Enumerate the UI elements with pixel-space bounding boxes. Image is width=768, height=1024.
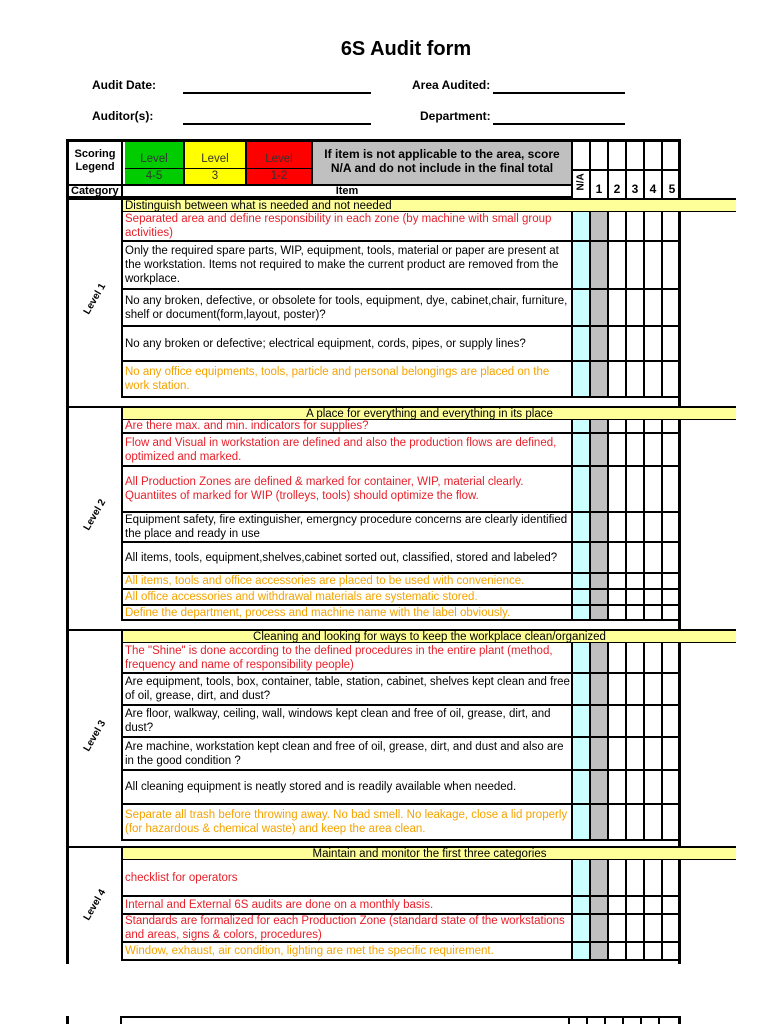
score-3-cell[interactable] xyxy=(625,467,643,511)
score-2-cell[interactable] xyxy=(607,674,625,704)
area-audited-field[interactable] xyxy=(493,92,625,94)
score-5-cell[interactable] xyxy=(661,327,681,360)
score-1-cell[interactable] xyxy=(589,434,607,465)
score-4-cell[interactable] xyxy=(643,706,661,736)
score-2-cell[interactable] xyxy=(607,897,625,913)
score-1-cell[interactable] xyxy=(589,805,607,839)
score-cells-row[interactable] xyxy=(571,606,681,621)
audit-item: All office accessories and withdrawal materials are systematic stored. xyxy=(123,590,571,606)
score-1-cell[interactable] xyxy=(589,674,607,704)
score-1-cell[interactable] xyxy=(589,513,607,541)
score-3-cell[interactable] xyxy=(625,434,643,465)
na-cell[interactable] xyxy=(571,674,589,704)
category-cell-level-4 xyxy=(69,846,123,961)
audit-item: Internal and External 6S audits are done on a monthly basis. xyxy=(123,897,571,915)
score-3-cell[interactable] xyxy=(625,943,643,959)
score-4-cell[interactable] xyxy=(643,915,661,941)
department-label: Department: xyxy=(420,109,491,123)
na-cell[interactable] xyxy=(571,212,589,240)
score-1-cell[interactable] xyxy=(589,467,607,511)
audit-table xyxy=(66,139,681,964)
score-2-cell[interactable] xyxy=(607,643,625,672)
score-1-cell[interactable] xyxy=(589,362,607,396)
section-heading: Distinguish between what is needed and not needed xyxy=(123,198,736,212)
score-3-cell[interactable] xyxy=(625,212,643,240)
score-4-cell[interactable] xyxy=(643,327,661,360)
score-3-cell[interactable] xyxy=(625,513,643,541)
score-cells-row[interactable] xyxy=(571,467,681,513)
score-5-cell[interactable] xyxy=(661,242,681,288)
score-5-cell[interactable] xyxy=(661,290,681,325)
score-5-cell[interactable] xyxy=(661,643,681,672)
score-5-cell[interactable] xyxy=(661,943,681,959)
score-cells-row[interactable] xyxy=(571,242,681,290)
score-1-cell[interactable] xyxy=(589,706,607,736)
score-4-cell[interactable] xyxy=(643,543,661,572)
score-1-cell[interactable] xyxy=(589,574,607,588)
score-3-cell[interactable] xyxy=(625,805,643,839)
audit-item: Flow and Visual in workstation are defined and also the production flows are defined, optimized and marked. xyxy=(123,434,571,467)
score-2-cell[interactable] xyxy=(607,362,625,396)
score-cells-row[interactable] xyxy=(571,860,681,897)
audit-item: Window, exhaust, air condition, lighting are met the specific requirement. xyxy=(123,943,571,961)
audit-item: No any broken or defective; electrical equipment, cords, pipes, or supply lines? xyxy=(123,327,571,362)
score-2-cell[interactable] xyxy=(607,606,625,619)
score-cells-row[interactable] xyxy=(571,543,681,574)
score-2-cell[interactable] xyxy=(607,915,625,941)
score-1-cell[interactable] xyxy=(589,290,607,325)
department-field[interactable] xyxy=(493,123,625,125)
score-cells-row[interactable] xyxy=(571,574,681,590)
score-5-cell[interactable] xyxy=(661,420,681,432)
score-1-cell[interactable] xyxy=(589,897,607,913)
score-5-cell[interactable] xyxy=(661,915,681,941)
na-cell[interactable] xyxy=(571,327,589,360)
score-4-cell[interactable] xyxy=(643,860,661,895)
score-4-cell[interactable] xyxy=(643,771,661,803)
score-cells-row[interactable] xyxy=(571,643,681,674)
score-cells-row[interactable] xyxy=(571,771,681,805)
score-cells-row[interactable] xyxy=(571,434,681,467)
legend-level-3: Level 3 xyxy=(185,142,247,184)
score-1-cell[interactable] xyxy=(589,738,607,769)
score-cells-row[interactable] xyxy=(571,590,681,606)
na-cell[interactable] xyxy=(571,771,589,803)
score-5-cell[interactable] xyxy=(661,362,681,396)
score-3-cell[interactable] xyxy=(625,771,643,803)
level-label: Level 1 xyxy=(81,281,109,317)
na-cell[interactable] xyxy=(571,242,589,288)
level-label: Level 2 xyxy=(81,497,109,532)
audit-item: All Production Zones are defined & marked for container, WIP, material clearly. Quantiites of marked for WIP (trolleys, tools) should optimize the flow. xyxy=(123,467,571,513)
score-5-cell[interactable] xyxy=(661,706,681,736)
audit-item: Separate all trash before throwing away. No bad smell. No leakage, close a lid properly (for hazardous & chemical waste) and keep the area clean. xyxy=(123,805,571,841)
score-2-cell[interactable] xyxy=(607,543,625,572)
score-5-cell[interactable] xyxy=(661,860,681,895)
score-2-cell[interactable] xyxy=(607,590,625,604)
score-3-cell[interactable] xyxy=(625,738,643,769)
score-cells-row[interactable] xyxy=(571,943,681,961)
score-4-cell[interactable] xyxy=(643,362,661,396)
score-cells-row[interactable] xyxy=(571,362,681,398)
score-4-cell[interactable] xyxy=(643,897,661,913)
audit-item: Are floor, walkway, ceiling, wall, windows kept clean and free of oil, grease, dirt, and dust? xyxy=(123,706,571,738)
audit-item: All cleaning equipment is neatly stored and is readily available when needed. xyxy=(123,771,571,805)
score-5-cell[interactable] xyxy=(661,590,681,604)
na-cell[interactable] xyxy=(571,805,589,839)
legend-level-1-2: Level 1-2 xyxy=(247,142,313,184)
score-4-cell[interactable] xyxy=(643,574,661,588)
score-5-cell[interactable] xyxy=(661,467,681,511)
score-1-header: 1 xyxy=(589,142,607,198)
score-3-cell[interactable] xyxy=(625,362,643,396)
audit-item: Separated area and define responsibility in each zone (by machine with small group activities) xyxy=(123,212,571,242)
score-1-cell[interactable] xyxy=(589,242,607,288)
section-heading: Cleaning and looking for ways to keep the workplace clean/organized xyxy=(123,629,736,643)
score-3-cell[interactable] xyxy=(625,606,643,619)
score-cells-row[interactable] xyxy=(571,212,681,242)
audit-item: The "Shine" is done according to the defined procedures in the entire plant (method, frequency and name of responsibility people) xyxy=(123,643,571,674)
item-header: Item xyxy=(123,184,571,198)
score-1-cell[interactable] xyxy=(589,212,607,240)
score-3-cell[interactable] xyxy=(625,242,643,288)
score-cells-row[interactable] xyxy=(571,706,681,738)
audit-item: All items, tools, equipment,shelves,cabinet sorted out, classified, stored and labeled? xyxy=(123,543,571,574)
score-3-cell[interactable] xyxy=(625,643,643,672)
na-cell[interactable] xyxy=(571,738,589,769)
score-5-cell[interactable] xyxy=(661,738,681,769)
score-1-cell[interactable] xyxy=(589,420,607,432)
score-1-cell[interactable] xyxy=(589,643,607,672)
score-2-cell[interactable] xyxy=(607,943,625,959)
score-3-cell[interactable] xyxy=(625,706,643,736)
category-cell-level-2 xyxy=(69,406,123,621)
level-label: Level 3 xyxy=(81,718,109,754)
na-instruction-note: If item is not applicable to the area, score N/A and do not include in the final total xyxy=(313,142,571,184)
auditors-label: Auditor(s): xyxy=(92,109,154,123)
na-cell[interactable] xyxy=(571,434,589,465)
audit-item: No any broken, defective, or obsolete for tools, equipment, dye, cabinet,chair, furniture, shelf or document(form,layout, poster)? xyxy=(123,290,571,327)
score-2-cell[interactable] xyxy=(607,706,625,736)
score-2-cell[interactable] xyxy=(607,242,625,288)
score-2-cell[interactable] xyxy=(607,860,625,895)
score-4-cell[interactable] xyxy=(643,467,661,511)
na-cell[interactable] xyxy=(571,543,589,572)
page-title: 6S Audit form xyxy=(340,38,472,60)
scoring-legend-label: Scoring Legend xyxy=(69,142,123,184)
score-3-cell[interactable] xyxy=(625,327,643,360)
score-2-cell[interactable] xyxy=(607,574,625,588)
score-1-cell[interactable] xyxy=(589,771,607,803)
score-1-cell[interactable] xyxy=(589,943,607,959)
audit-item: checklist for operators xyxy=(123,860,571,897)
na-cell[interactable] xyxy=(571,706,589,736)
category-cell-level-1 xyxy=(69,198,123,398)
score-3-cell[interactable] xyxy=(625,860,643,895)
na-cell[interactable] xyxy=(571,915,589,941)
score-cells-row[interactable] xyxy=(571,805,681,841)
na-cell[interactable] xyxy=(571,643,589,672)
score-5-cell[interactable] xyxy=(661,543,681,572)
score-5-cell[interactable] xyxy=(661,674,681,704)
score-4-cell[interactable] xyxy=(643,513,661,541)
auditors-field[interactable] xyxy=(183,123,371,125)
score-1-cell[interactable] xyxy=(589,543,607,572)
score-3-cell[interactable] xyxy=(625,590,643,604)
score-cells-row[interactable] xyxy=(571,290,681,327)
na-cell[interactable] xyxy=(571,420,589,432)
score-4-cell[interactable] xyxy=(643,212,661,240)
score-4-cell[interactable] xyxy=(643,590,661,604)
score-2-header: 2 xyxy=(607,142,625,198)
na-cell[interactable] xyxy=(571,467,589,511)
audit-item: Only the required spare parts, WIP, equipment, tools, material or paper are present at the workstation. Items not required to make the current product are removed from the workplace. xyxy=(123,242,571,290)
score-3-cell[interactable] xyxy=(625,897,643,913)
score-3-cell[interactable] xyxy=(625,290,643,325)
score-2-cell[interactable] xyxy=(607,513,625,541)
level-label: Level 4 xyxy=(81,887,109,922)
section-heading: A place for everything and everything in its place xyxy=(123,406,736,420)
score-2-cell[interactable] xyxy=(607,805,625,839)
score-1-cell[interactable] xyxy=(589,915,607,941)
score-4-cell[interactable] xyxy=(643,420,661,432)
score-cells-row[interactable] xyxy=(571,897,681,915)
score-2-cell[interactable] xyxy=(607,327,625,360)
score-3-cell[interactable] xyxy=(625,674,643,704)
score-5-cell[interactable] xyxy=(661,212,681,240)
score-4-cell[interactable] xyxy=(643,738,661,769)
score-2-cell[interactable] xyxy=(607,434,625,465)
score-3-cell[interactable] xyxy=(625,543,643,572)
score-3-header: 3 xyxy=(625,142,643,198)
audit-item: No any office equipments, tools, particle and personal belongings are placed on the work station. xyxy=(123,362,571,398)
legend-level-4-5: Level 4-5 xyxy=(125,142,185,184)
score-2-cell[interactable] xyxy=(607,420,625,432)
na-cell[interactable] xyxy=(571,943,589,959)
score-3-cell[interactable] xyxy=(625,574,643,588)
na-cell[interactable] xyxy=(571,590,589,604)
score-4-cell[interactable] xyxy=(643,943,661,959)
score-1-cell[interactable] xyxy=(589,327,607,360)
score-4-cell[interactable] xyxy=(643,606,661,619)
score-1-cell[interactable] xyxy=(589,590,607,604)
category-header: Category xyxy=(69,184,123,198)
audit-item: Equipment safety, fire extinguisher, emergncy procedure concerns are clearly identified the place and ready in use xyxy=(123,513,571,543)
category-cell-level-3 xyxy=(69,629,123,841)
score-3-cell[interactable] xyxy=(625,420,643,432)
score-5-cell[interactable] xyxy=(661,771,681,803)
score-4-cell[interactable] xyxy=(643,805,661,839)
na-cell[interactable] xyxy=(571,606,589,619)
audit-date-field[interactable] xyxy=(183,92,371,94)
score-4-cell[interactable] xyxy=(643,242,661,288)
score-cells-row[interactable] xyxy=(571,738,681,771)
na-cell[interactable] xyxy=(571,574,589,588)
score-cells-row[interactable] xyxy=(571,915,681,943)
audit-item: Define the department, process and machine name with the label obviously. xyxy=(123,606,571,621)
score-5-cell[interactable] xyxy=(661,513,681,541)
score-header-divider xyxy=(571,169,681,171)
score-2-cell[interactable] xyxy=(607,771,625,803)
na-cell[interactable] xyxy=(571,897,589,913)
na-cell[interactable] xyxy=(571,513,589,541)
audit-item: Are machine, workstation kept clean and free of oil, grease, dirt, and dust and also are in the good condition ? xyxy=(123,738,571,771)
score-5-cell[interactable] xyxy=(661,897,681,913)
score-2-cell[interactable] xyxy=(607,290,625,325)
score-cells-row[interactable] xyxy=(571,327,681,362)
score-2-cell[interactable] xyxy=(607,738,625,769)
score-1-cell[interactable] xyxy=(589,606,607,619)
section-heading: Maintain and monitor the first three categories xyxy=(123,846,736,860)
na-cell[interactable] xyxy=(571,290,589,325)
score-4-cell[interactable] xyxy=(643,643,661,672)
score-5-cell[interactable] xyxy=(661,574,681,588)
score-4-cell[interactable] xyxy=(643,434,661,465)
score-4-cell[interactable] xyxy=(643,290,661,325)
score-cells-row[interactable] xyxy=(571,420,681,434)
score-cells-row[interactable] xyxy=(571,674,681,706)
audit-item: All items, tools and office accessories are placed to be used with convenience. xyxy=(123,574,571,590)
next-page-table-edge xyxy=(66,1016,681,1024)
audit-item: Are there max. and min. indicators for supplies? xyxy=(123,420,571,434)
audit-item: Standards are formalized for each Production Zone (standard state of the workstations and areas, signs & colors, procedures) xyxy=(123,915,571,943)
score-5-cell[interactable] xyxy=(661,434,681,465)
score-3-cell[interactable] xyxy=(625,915,643,941)
score-2-cell[interactable] xyxy=(607,212,625,240)
audit-date-label: Audit Date: xyxy=(92,78,156,92)
audit-item: Are equipment, tools, box, container, table, station, cabinet, shelves kept clean and free of oil, grease, dirt, and dust? xyxy=(123,674,571,706)
score-4-cell[interactable] xyxy=(643,674,661,704)
score-cells-row[interactable] xyxy=(571,513,681,543)
score-4-header: 4 xyxy=(643,142,661,198)
score-1-cell[interactable] xyxy=(589,860,607,895)
score-5-header: 5 xyxy=(661,142,681,198)
score-5-cell[interactable] xyxy=(661,805,681,839)
na-cell[interactable] xyxy=(571,860,589,895)
na-column-header: N/A xyxy=(571,142,589,198)
na-cell[interactable] xyxy=(571,362,589,396)
area-audited-label: Area Audited: xyxy=(412,78,491,92)
score-5-cell[interactable] xyxy=(661,606,681,619)
score-2-cell[interactable] xyxy=(607,467,625,511)
